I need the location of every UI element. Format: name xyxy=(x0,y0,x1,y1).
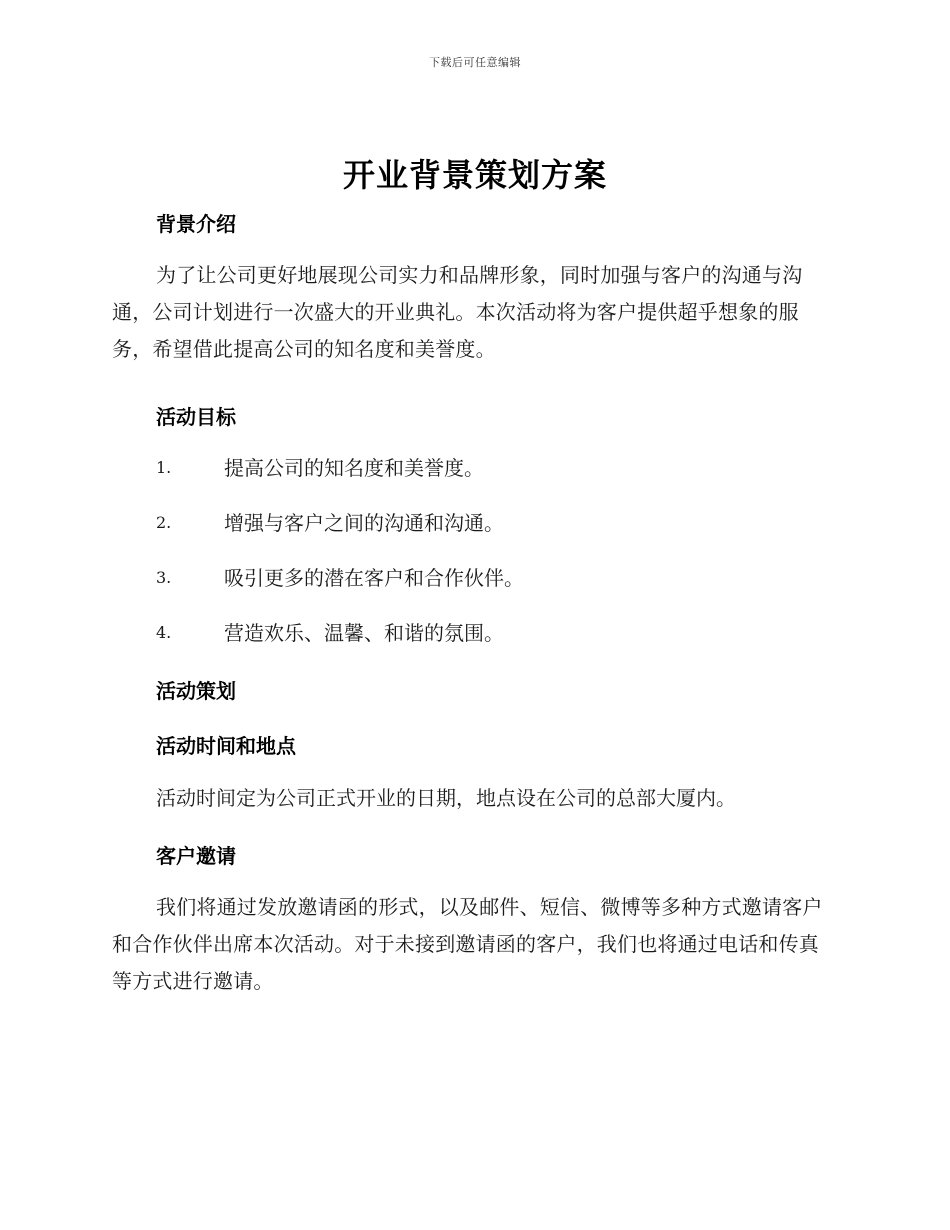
paragraph-time-place: 活动时间定为公司正式开业的日期，地点设在公司的总部大厦内。 xyxy=(156,786,736,810)
list-item-text: 提高公司的知名度和美誉度。 xyxy=(224,456,484,480)
list-item-text: 营造欢乐、温馨、和谐的氛围。 xyxy=(224,621,504,645)
list-item xyxy=(156,508,836,538)
list-item xyxy=(156,563,836,593)
list-item-number: 2. xyxy=(156,513,172,532)
list-item xyxy=(156,618,836,648)
heading-planning: 活动策划 xyxy=(156,679,236,703)
list-item-text: 增强与客户之间的沟通和沟通。 xyxy=(224,511,504,535)
heading-invitation: 客户邀请 xyxy=(156,844,236,868)
list-item-number: 1. xyxy=(156,458,172,477)
list-item-text: 吸引更多的潜在客户和合作伙伴。 xyxy=(224,566,524,590)
paragraph-invitation: 我们将通过发放邀请函的形式，以及邮件、短信、微博等多种方式邀请客户和合作伙伴出席本次活动。对于未接到邀请函的客户，我们也将通过电话和传真等方式进行邀请。 xyxy=(112,895,823,993)
page-header-note: 下载后可任意编辑 xyxy=(429,56,521,69)
heading-background: 背景介绍 xyxy=(156,212,236,236)
list-item xyxy=(156,453,836,483)
heading-time-place: 活动时间和地点 xyxy=(156,734,296,758)
heading-goals: 活动目标 xyxy=(156,405,236,429)
list-item-number: 4. xyxy=(156,623,172,642)
list-item-number: 3. xyxy=(156,568,172,587)
document-title: 开业背景策划方案 xyxy=(342,156,607,194)
paragraph-background: 为了让公司更好地展现公司实力和品牌形象，同时加强与客户的沟通与沟通，公司计划进行一次盛大的开业典礼。本次活动将为客户提供超乎想象的服务，希望借此提高公司的知名度和美誉度。 xyxy=(112,263,803,361)
